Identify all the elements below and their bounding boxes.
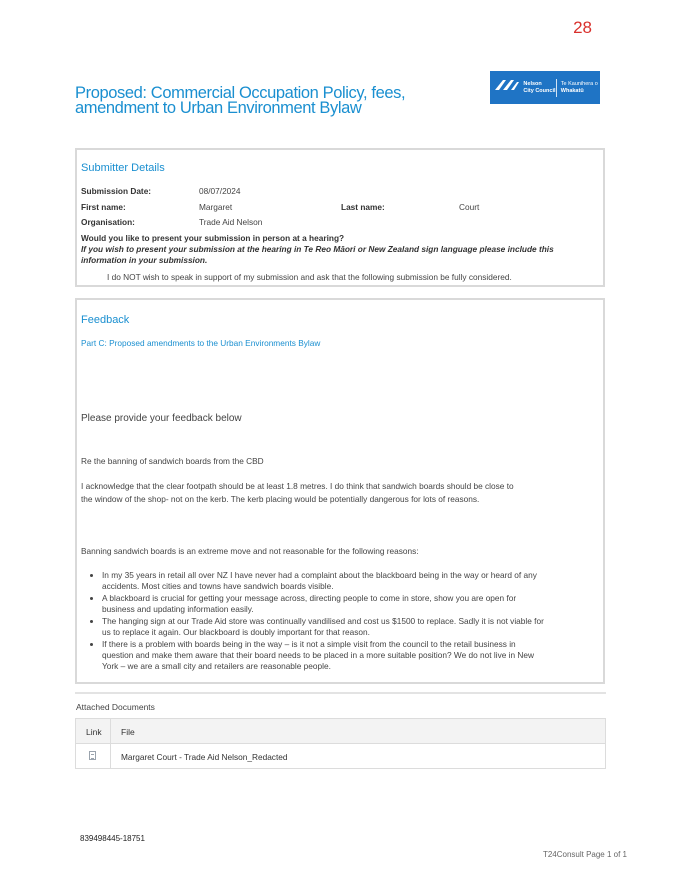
submitter-heading: Submitter Details [81, 162, 165, 174]
list-item: • If there is a problem with boards being in the way – is it not a simple visit from the council to the retail business in question and make them aware that their board needs to be placed in a more suitable position? We do not live in New York – we are a small city and retailers are reasonable people. [102, 639, 547, 672]
logo-line-1: Nelson [523, 80, 542, 87]
hearing-note: If you wish to present your submission at the hearing in Te Reo Māori or New Zealand sign language please include this information in your submission. [81, 244, 554, 265]
document-id: 839498445-18751 [80, 834, 145, 843]
page-footer: T24Consult Page 1 of 1 [542, 850, 627, 859]
column-divider [110, 719, 111, 768]
feedback-heading: Feedback [81, 314, 130, 326]
feedback-line: the window of the shop- not on the kerb. The kerb placing would be potentially dangerous for lots of reasons. [81, 494, 480, 504]
feedback-line: I acknowledge that the clear footpath should be at least 1.8 metres. I do think that sandwich boards should be close to [81, 481, 514, 491]
feedback-prompt: Please provide your feedback below [81, 413, 242, 424]
feedback-paragraph: Re the banning of sandwich boards from the CBD [81, 456, 264, 466]
organisation-value: Trade Aid Nelson [199, 217, 263, 227]
logo-line-2: City Council [523, 87, 556, 94]
attached-file-name[interactable]: Margaret Court - Trade Aid Nelson_Redacted [121, 752, 288, 762]
first-name-value: Margaret [199, 202, 233, 212]
logo-divider [556, 79, 557, 97]
part-c-title: Part C: Proposed amendments to the Urban Environments Bylaw [81, 338, 321, 348]
logo-line-3: Te Kaunihera o [560, 80, 598, 87]
divider [75, 692, 606, 694]
logo-line-4: Whakatū [560, 87, 584, 94]
list-item: • In my 35 years in retail all over NZ I have never had a complaint about the blackboard being in the way or heard of any accidents. Most cities and towns have sandwich boards visible. [102, 570, 547, 592]
hearing-answer: I do NOT wish to speak in support of my submission and ask that the following submission be fully considered. [107, 272, 512, 282]
document-icon[interactable] [89, 751, 96, 760]
last-name-value: Court [459, 202, 480, 212]
list-item: • A blackboard is crucial for getting your message across, directing people to come in store, show you are open for business and updating information easily. [102, 593, 547, 615]
page-number: 28 [573, 18, 592, 37]
submitter-details-panel [75, 148, 605, 287]
feedback-panel [75, 298, 605, 684]
submission-date-label: Submission Date: [81, 186, 152, 196]
feedback-paragraph [81, 480, 514, 506]
table-header [76, 719, 605, 744]
attached-documents-heading: Attached Documents [76, 702, 155, 712]
list-item: • The hanging sign at our Trade Aid store was continually vandilised and cost us $1500 to replace. Sadly it is not viable for us to replace it again. Our blackboard is doubly important for that reason. [102, 616, 547, 638]
page-title: Proposed: Commercial Occupation Policy, fees, amendment to Urban Environment Bylaw [75, 84, 406, 117]
column-header-file: File [121, 727, 135, 737]
last-name-label: Last name: [341, 202, 385, 212]
column-header-link: Link [86, 727, 102, 737]
feedback-paragraph: Banning sandwich boards is an extreme move and not reasonable for the following reasons: [81, 546, 419, 556]
logo-wave-icon [490, 78, 523, 97]
attachments-table [75, 718, 606, 769]
council-logo [490, 71, 600, 104]
submission-date-value: 08/07/2024 [199, 186, 241, 196]
first-name-label: First name: [81, 202, 126, 212]
organisation-label: Organisation: [81, 217, 135, 227]
reasons-list [81, 570, 547, 673]
hearing-question: Would you like to present your submission in person at a hearing? [81, 233, 345, 243]
